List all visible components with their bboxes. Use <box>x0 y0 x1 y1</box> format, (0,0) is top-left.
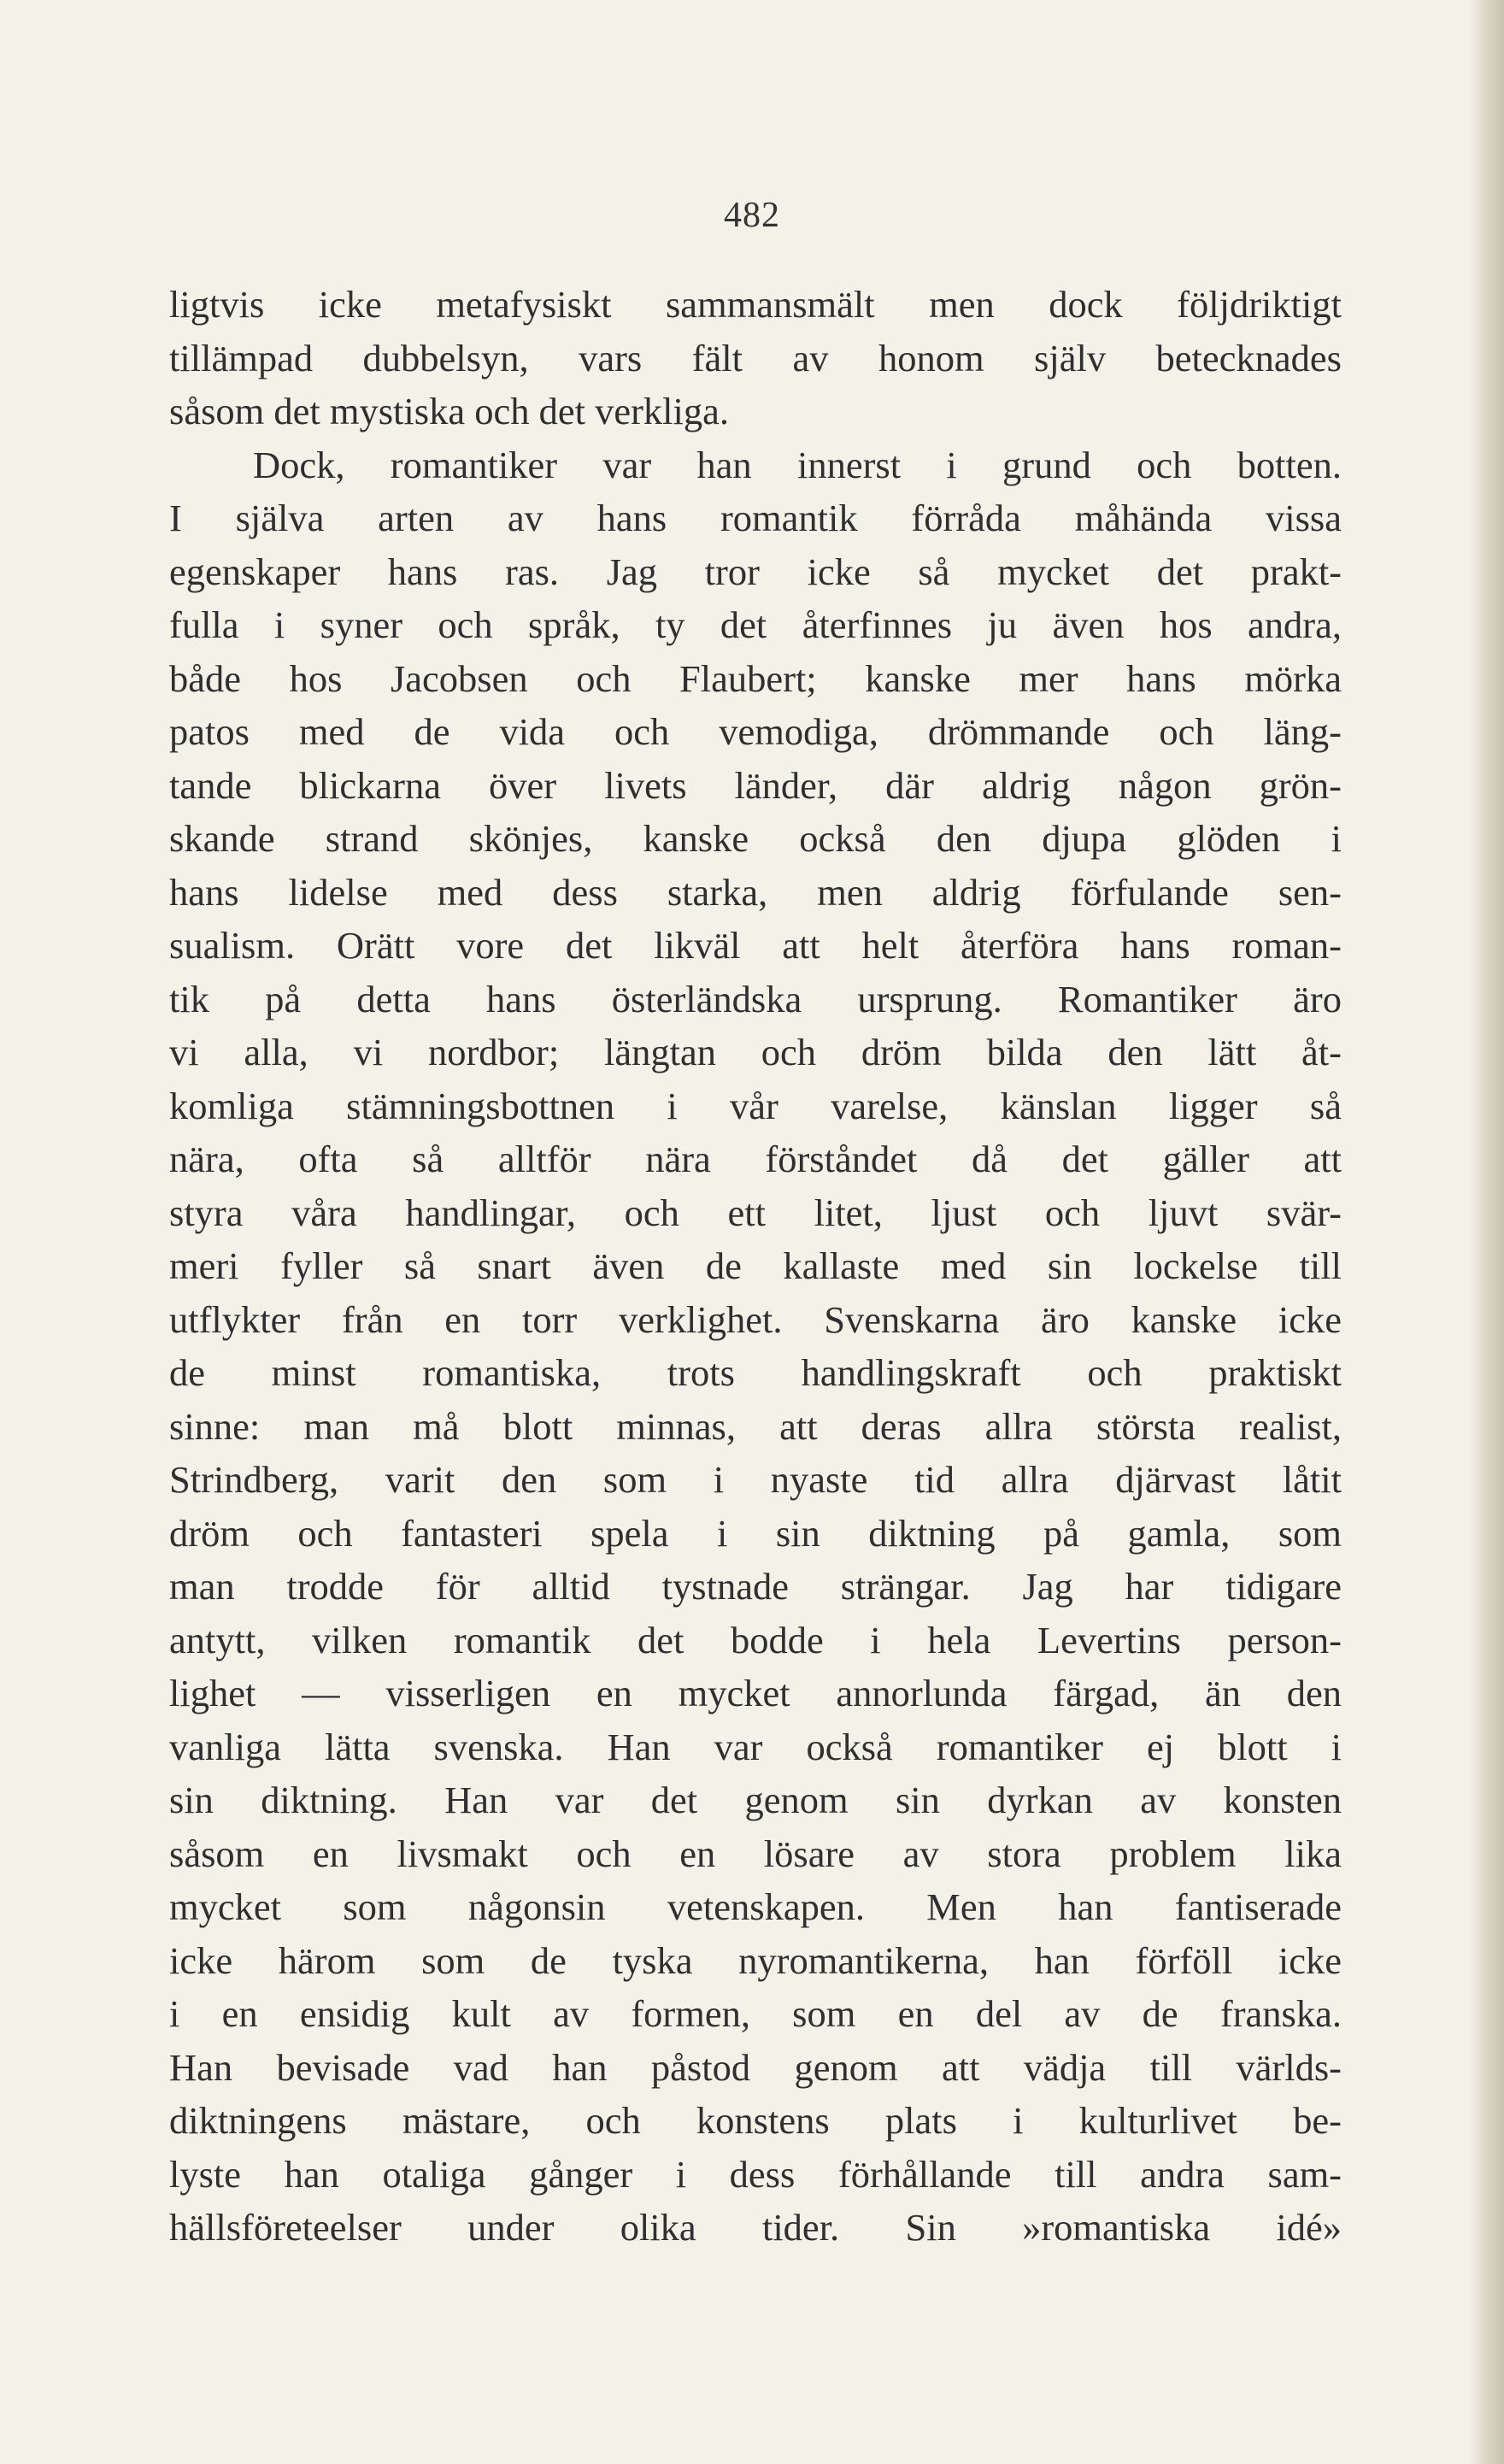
text-line: patos med de vida och vemodiga, drömmande och läng- <box>169 710 1342 753</box>
text-line: hällsföreteelser under olika tider. Sin »romantiska idé» <box>169 2206 1342 2249</box>
text-line: sinne: man må blott minnas, att deras allra största realist, <box>169 1404 1342 1448</box>
text-line: såsom en livsmakt och en lösare av stora problem lika <box>169 1832 1342 1875</box>
text-line: tande blickarna över livets länder, där aldrig någon grön- <box>169 763 1342 807</box>
text-line: styra våra handlingar, och ett litet, ljust och ljuvt svär- <box>169 1191 1342 1234</box>
text-line: nära, ofta så alltför nära förståndet då det gäller att <box>169 1138 1342 1180</box>
text-line: diktningens mästare, och konstens plats i kulturlivet be- <box>169 2099 1342 2142</box>
text-line: lyste han otaliga gånger i dess förhållande till andra sam- <box>169 2152 1342 2196</box>
text-line: vanliga lätta svenska. Han var också romantiker ej blott i <box>169 1725 1342 1768</box>
text-line: fulla i syner och språk, ty det återfinnes ju även hos andra, <box>169 603 1342 646</box>
text-line: Dock, romantiker var han innerst i grund och botten. <box>253 443 1342 486</box>
text-line: både hos Jacobsen och Flaubert; kanske mer hans mörka <box>169 656 1342 700</box>
text-line: tillämpad dubbelsyn, vars fält av honom själv betecknades <box>169 336 1342 379</box>
text-line: I själva arten av hans romantik förråda måhända vissa <box>169 497 1342 539</box>
text-line: sualism. Orätt vore det likväl att helt återföra hans roman- <box>169 924 1342 967</box>
text-line: dröm och fantasteri spela i sin diktning på gamla, som <box>169 1511 1342 1555</box>
text-line: skande strand skönjes, kanske också den djupa glöden i <box>169 817 1342 860</box>
body-text <box>169 278 1342 2255</box>
text-line: egenskaper hans ras. Jag tror icke så mycket det prakt- <box>169 550 1342 593</box>
text-line: vi alla, vi nordbor; längtan och dröm bilda den lätt åt- <box>169 1031 1342 1073</box>
page-edge-shadow <box>1468 0 1504 2464</box>
text-line: antytt, vilken romantik det bodde i hela Levertins person- <box>169 1618 1342 1661</box>
text-line: utflykter från en torr verklighet. Svenskarna äro kanske icke <box>169 1297 1342 1341</box>
text-line: i en ensidig kult av formen, som en del av de franska. <box>169 1992 1342 2035</box>
text-line: meri fyller så snart även de kallaste med sin lockelse till <box>169 1244 1342 1287</box>
text-line: Han bevisade vad han påstod genom att vädja till världs- <box>169 2045 1342 2089</box>
text-line: såsom det mystiska och det verkliga. <box>169 390 730 432</box>
text-line: mycket som någonsin vetenskapen. Men han fantiserade <box>169 1885 1342 1928</box>
text-line: lighet — visserligen en mycket annorlunda färgad, än den <box>169 1672 1342 1714</box>
text-line: tik på detta hans österländska ursprung. Romantiker äro <box>169 977 1342 1020</box>
text-line: hans lidelse med dess starka, men aldrig förfulande sen- <box>169 870 1342 914</box>
text-line: ligtvis icke metafysiskt sammansmält men dock följdriktigt <box>169 283 1342 326</box>
text-line: Strindberg, varit den som i nyaste tid allra djärvast låtit <box>169 1458 1342 1501</box>
page-number: 482 <box>724 196 780 235</box>
text-line: man trodde för alltid tystnade strängar. Jag har tidigare <box>169 1565 1342 1608</box>
text-line: sin diktning. Han var det genom sin dyrkan av konsten <box>169 1779 1342 1821</box>
text-line: de minst romantiska, trots handlingskraft och praktiskt <box>169 1351 1342 1394</box>
text-line: komliga stämningsbottnen i vår varelse, känslan ligger så <box>169 1084 1342 1127</box>
text-line: icke härom som de tyska nyromantikerna, han förföll icke <box>169 1938 1342 1982</box>
